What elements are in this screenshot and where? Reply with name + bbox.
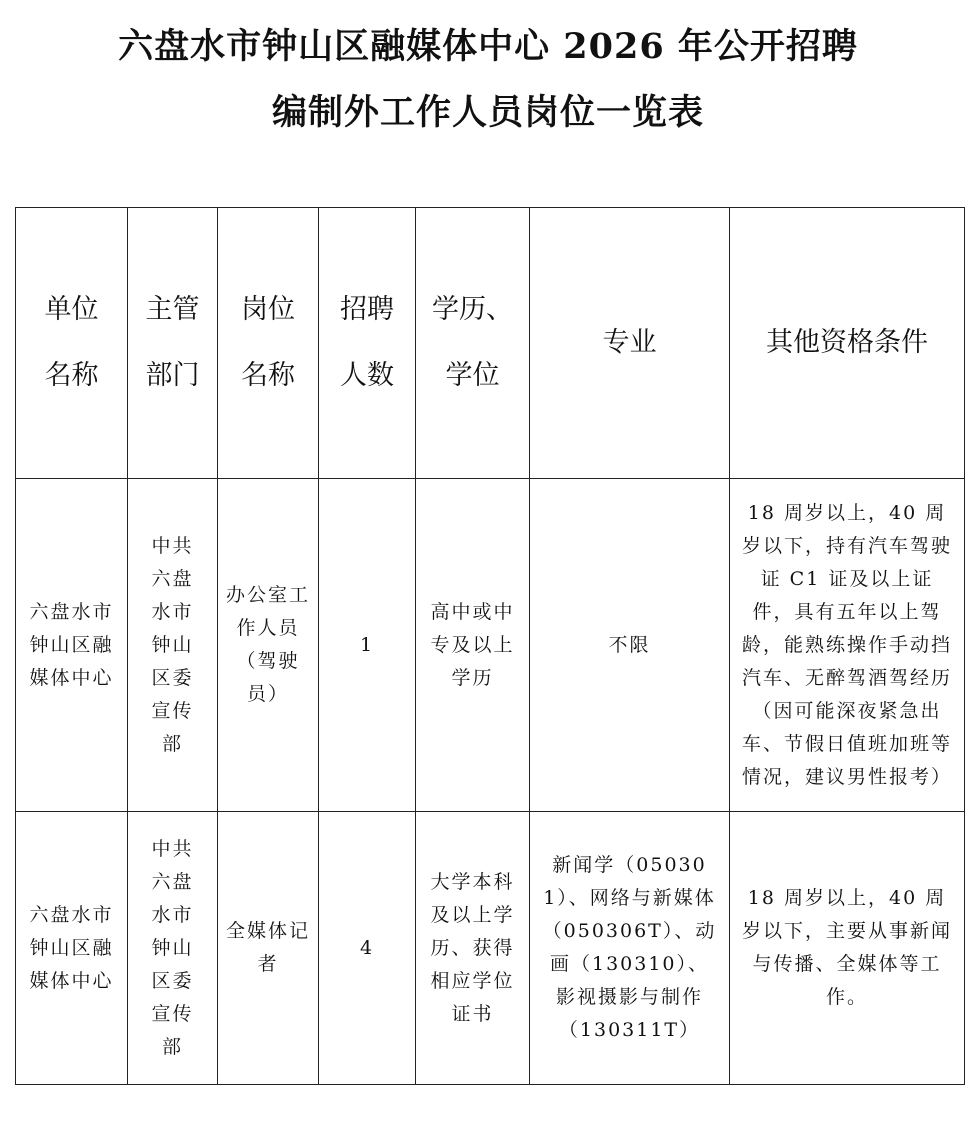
header-department: 主管部门 xyxy=(128,208,218,479)
cell-headcount: 1 xyxy=(319,479,416,812)
cell-major: 不限 xyxy=(530,479,730,812)
cell-education: 大学本科及以上学历、获得相应学位证书 xyxy=(416,812,530,1085)
header-headcount: 招聘人数 xyxy=(319,208,416,479)
cell-position: 办公室工作人员（驾驶员） xyxy=(218,479,319,812)
table-row xyxy=(16,812,965,1085)
cell-unit: 六盘水市钟山区融媒体中心 xyxy=(16,812,128,1085)
header-education: 学历、学位 xyxy=(416,208,530,479)
cell-unit: 六盘水市钟山区融媒体中心 xyxy=(16,479,128,812)
cell-major: 新闻学（050301）、网络与新媒体（050306T）、动画（130310）、影视摄影与制作（130311T） xyxy=(530,812,730,1085)
cell-education: 高中或中专及以上学历 xyxy=(416,479,530,812)
table-header-row xyxy=(16,208,965,479)
header-unit-name: 单位名称 xyxy=(16,208,128,479)
cell-department: 中共六盘水市钟山区委宣传部 xyxy=(128,479,218,812)
cell-department: 中共六盘水市钟山区委宣传部 xyxy=(128,812,218,1085)
cell-other-requirements: 18 周岁以上，40 周岁以下，持有汽车驾驶证 C1 证及以上证件，具有五年以上驾龄，能熟练操作手动挡汽车、无醉驾酒驾经历（因可能深夜紧急出车、节假日值班加班等情况，建议男性报考） xyxy=(730,479,965,812)
cell-position: 全媒体记者 xyxy=(218,812,319,1085)
title-line-1: 六盘水市钟山区融媒体中心 2026 年公开招聘 xyxy=(118,26,858,67)
header-position-name: 岗位名称 xyxy=(218,208,319,479)
title-line-2: 编制外工作人员岗位一览表 xyxy=(271,92,704,133)
cell-other-requirements: 18 周岁以上，40 周岁以下，主要从事新闻与传播、全媒体等工作。 xyxy=(730,812,965,1085)
positions-table xyxy=(15,207,965,1085)
cell-headcount: 4 xyxy=(319,812,416,1085)
header-other-requirements: 其他资格条件 xyxy=(730,208,965,479)
header-major: 专业 xyxy=(530,208,730,479)
page-title xyxy=(0,14,976,146)
table-row xyxy=(16,479,965,812)
